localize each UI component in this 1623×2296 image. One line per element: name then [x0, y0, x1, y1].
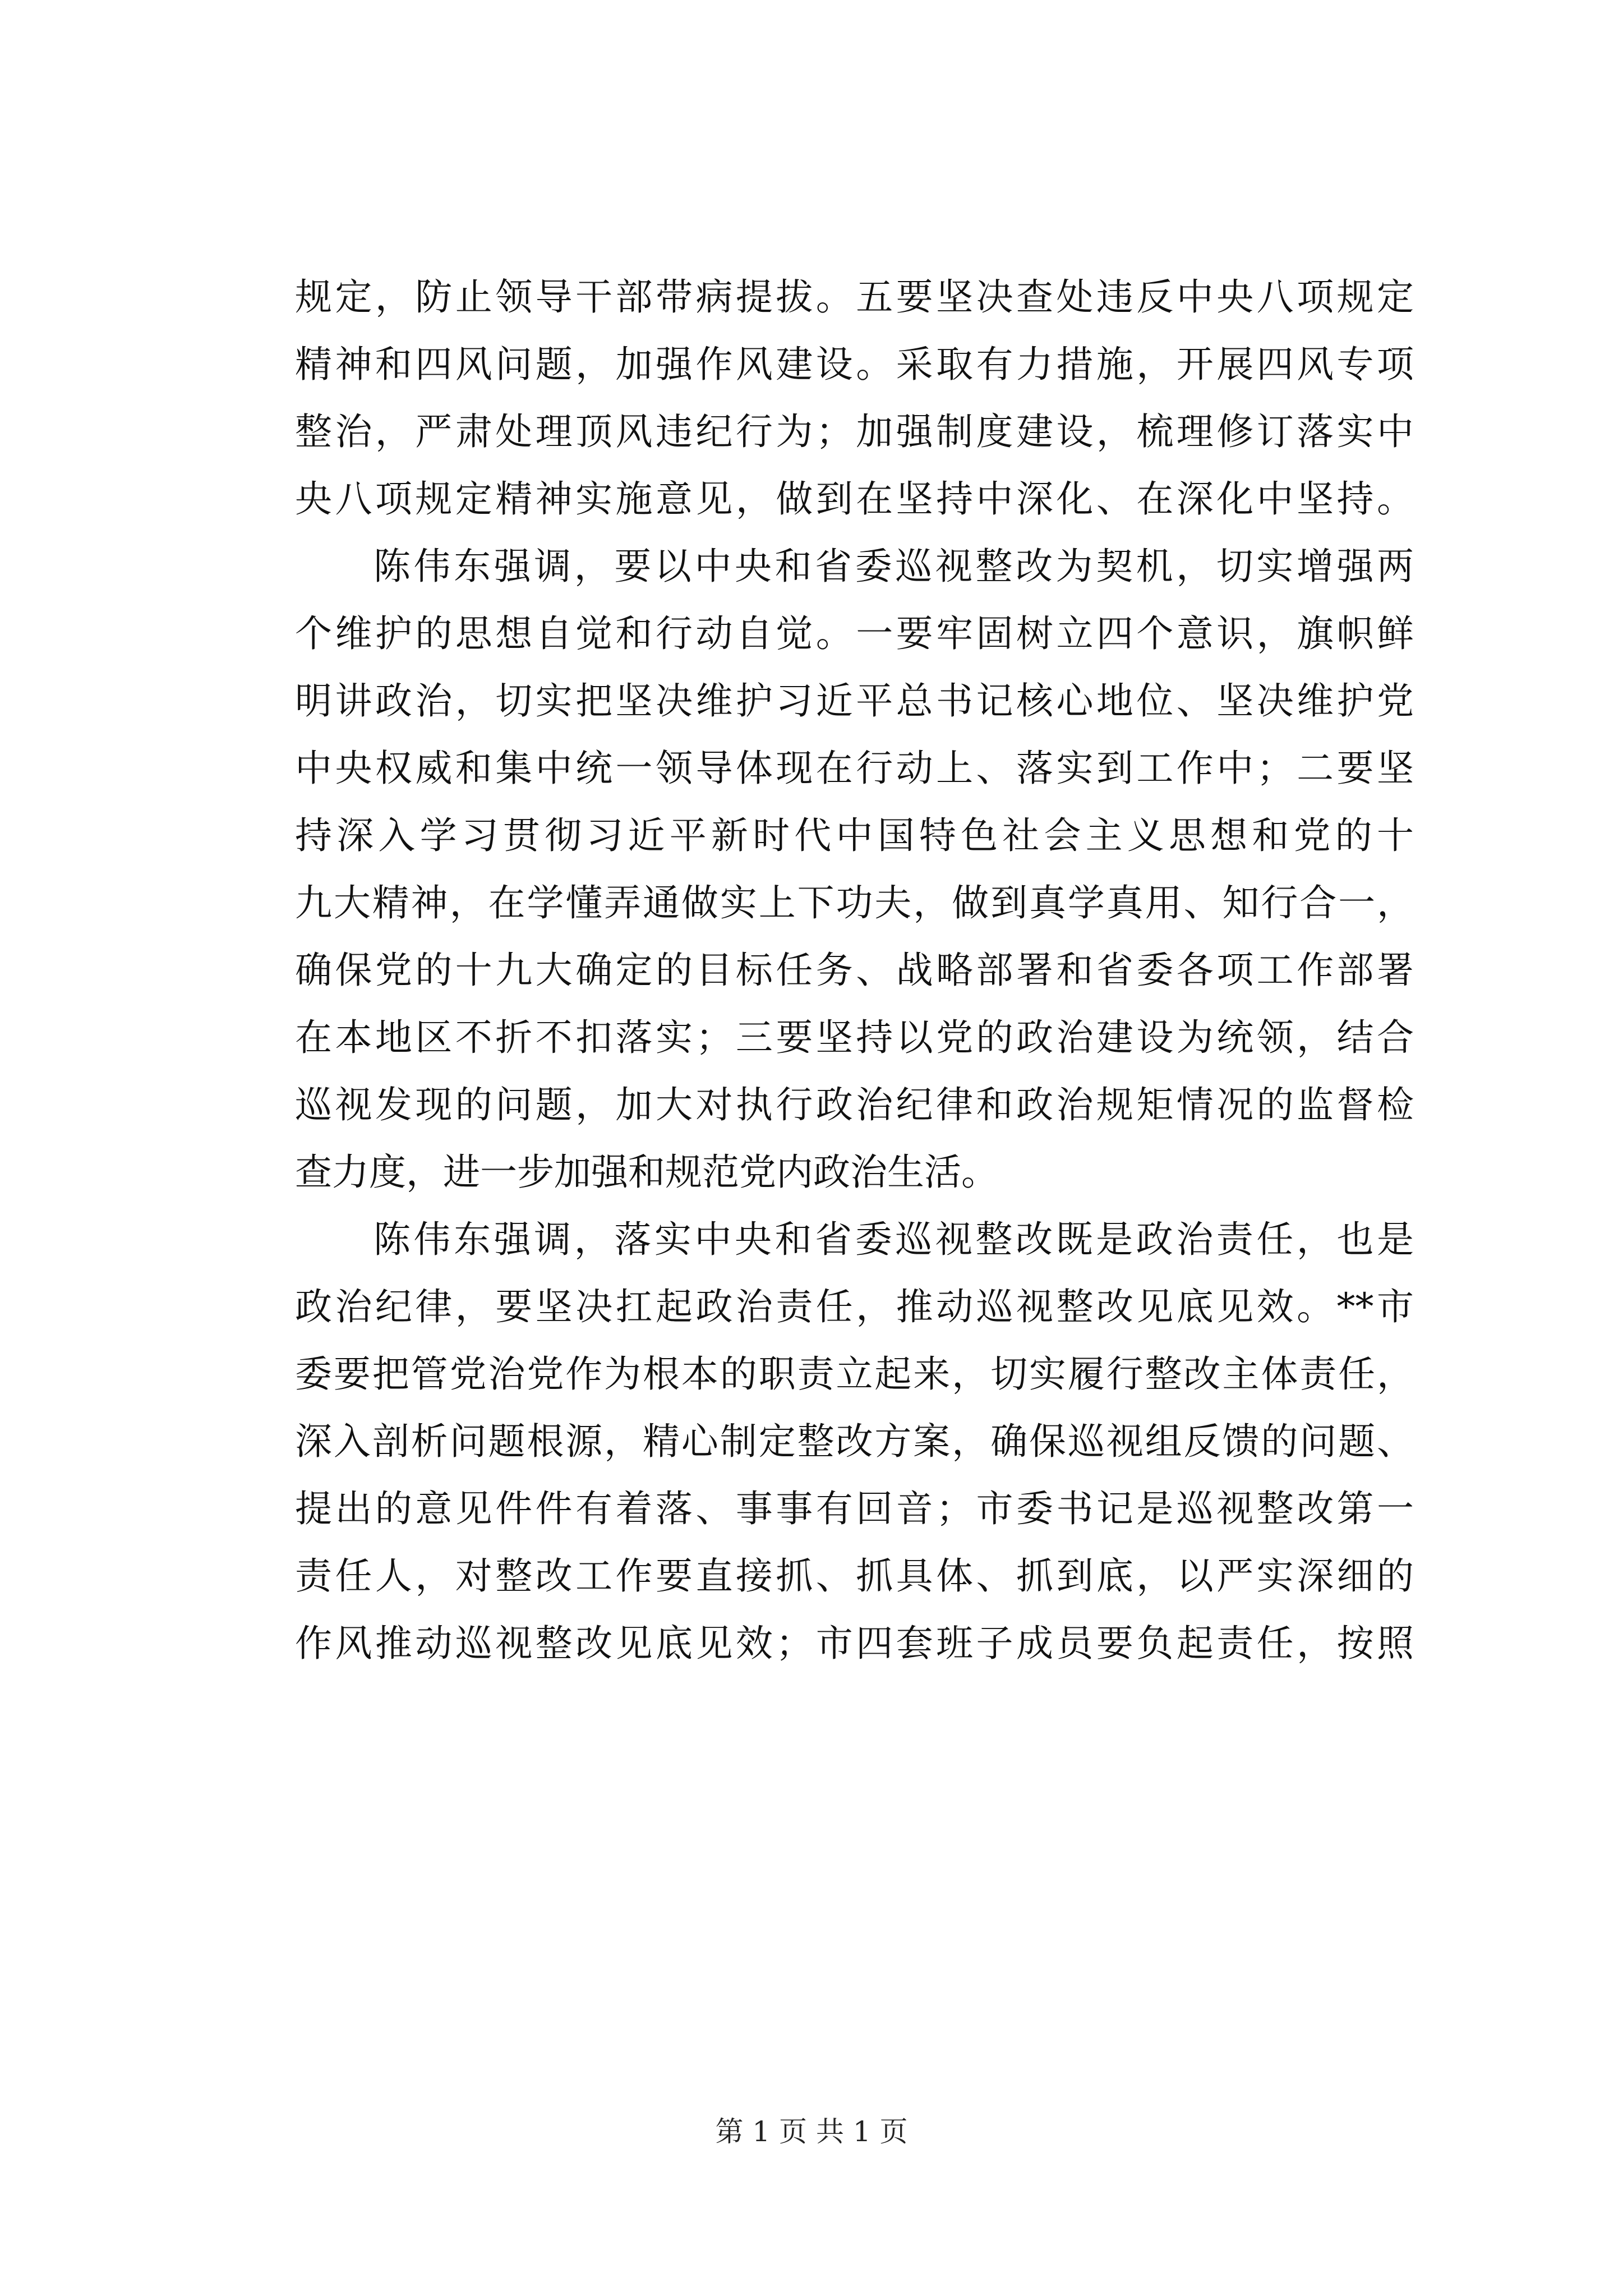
text-line: 中央权威和集中统一领导体现在行动上、落实到工作中；二要坚 — [295, 747, 1414, 790]
text-line: 陈伟东强调，落实中央和省委巡视整改既是政治责任，也是 — [374, 1218, 1414, 1261]
text-line: 个维护的思想自觉和行动自觉。一要牢固树立四个意识，旗帜鲜 — [295, 612, 1414, 655]
text-line: 明讲政治，切实把坚决维护习近平总书记核心地位、坚决维护党 — [295, 679, 1414, 723]
text-line: 整治，严肃处理顶风违纪行为；加强制度建设，梳理修订落实中 — [295, 410, 1414, 453]
text-line: 巡视发现的问题，加大对执行政治纪律和政治规矩情况的监督检 — [295, 1083, 1414, 1126]
text-line: 央八项规定精神实施意见，做到在坚持中深化、在深化中坚持。 — [295, 477, 1414, 521]
text-line: 持深入学习贯彻习近平新时代中国特色社会主义思想和党的十 — [295, 814, 1414, 857]
text-line: 精神和四风问题，加强作风建设。采取有力措施，开展四风专项 — [295, 343, 1414, 386]
page-footer: 第 1 页 共 1 页 — [715, 2115, 908, 2148]
text-line: 委要把管党治党作为根本的职责立起来，切实履行整改主体责任， — [295, 1352, 1414, 1396]
text-line: 规定，防止领导干部带病提拔。五要坚决查处违反中央八项规定 — [295, 275, 1414, 319]
text-line: 确保党的十九大确定的目标任务、战略部署和省委各项工作部署 — [295, 949, 1414, 992]
text-line: 九大精神，在学懂弄通做实上下功夫，做到真学真用、知行合一， — [295, 881, 1414, 924]
text-line: 作风推动巡视整改见底见效；市四套班子成员要负起责任，按照 — [295, 1622, 1414, 1665]
text-line: 政治纪律，要坚决扛起政治责任，推动巡视整改见底见效。**市 — [295, 1285, 1414, 1328]
text-line: 陈伟东强调，要以中央和省委巡视整改为契机，切实增强两 — [374, 545, 1414, 588]
text-line: 责任人，对整改工作要直接抓、抓具体、抓到底，以严实深细的 — [295, 1554, 1414, 1598]
text-line: 提出的意见件件有着落、事事有回音；市委书记是巡视整改第一 — [295, 1487, 1414, 1530]
text-line: 在本地区不折不扣落实；三要坚持以党的政治建设为统领，结合 — [295, 1016, 1414, 1059]
text-line: 查力度，进一步加强和规范党内政治生活。 — [295, 1151, 998, 1194]
text-line: 深入剖析问题根源，精心制定整改方案，确保巡视组反馈的问题、 — [295, 1420, 1414, 1463]
